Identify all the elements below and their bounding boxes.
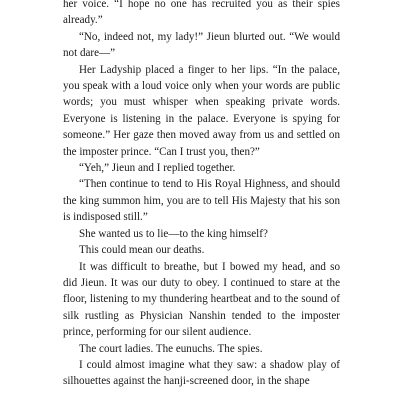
- paragraph-6: She wanted us to lie—to the king himself?: [79, 227, 268, 240]
- paragraph-10: I could almost imagine what they saw: a shadow play of silhouettes against the hanji-screened door, in the shape: [63, 358, 340, 388]
- paragraph-2: “No, indeed not, my lady!” Jieun blurted out. “We would not dare—”: [63, 30, 340, 60]
- paragraph-4: “Yeh,” Jieun and I replied together.: [79, 162, 236, 175]
- paragraph-7: This could mean our deaths.: [79, 244, 205, 257]
- paragraph-1: her voice. “I hope no one has recruited you as their spies already.”: [63, 0, 340, 27]
- paragraph-3: Her Ladyship placed a finger to her lips. “In the palace, you speak with a loud voice only when your words are public words; you must whisper when speaking private words. Everyone is listening in the palace. Everyone is spying for someone.” Her gaze then moved away from us and settled on the imposter prince. “Can I trust you, then?”: [63, 63, 340, 158]
- paragraph-5: “Then continue to tend to His Royal Highness, and should the king summon him, you are to tell His Majesty that his son is indisposed still.”: [63, 178, 340, 224]
- paragraph-8: It was difficult to breathe, but I bowed my head, and so did Jieun. It was our duty to obey. I continued to stare at the floor, listening to my thundering heartbeat and to the sound of silk rustling as Physician Nanshin tended to the imposter prince, performing for our silent audience.: [63, 260, 340, 339]
- paragraph-9: The court ladies. The eunuchs. The spies.: [79, 342, 263, 355]
